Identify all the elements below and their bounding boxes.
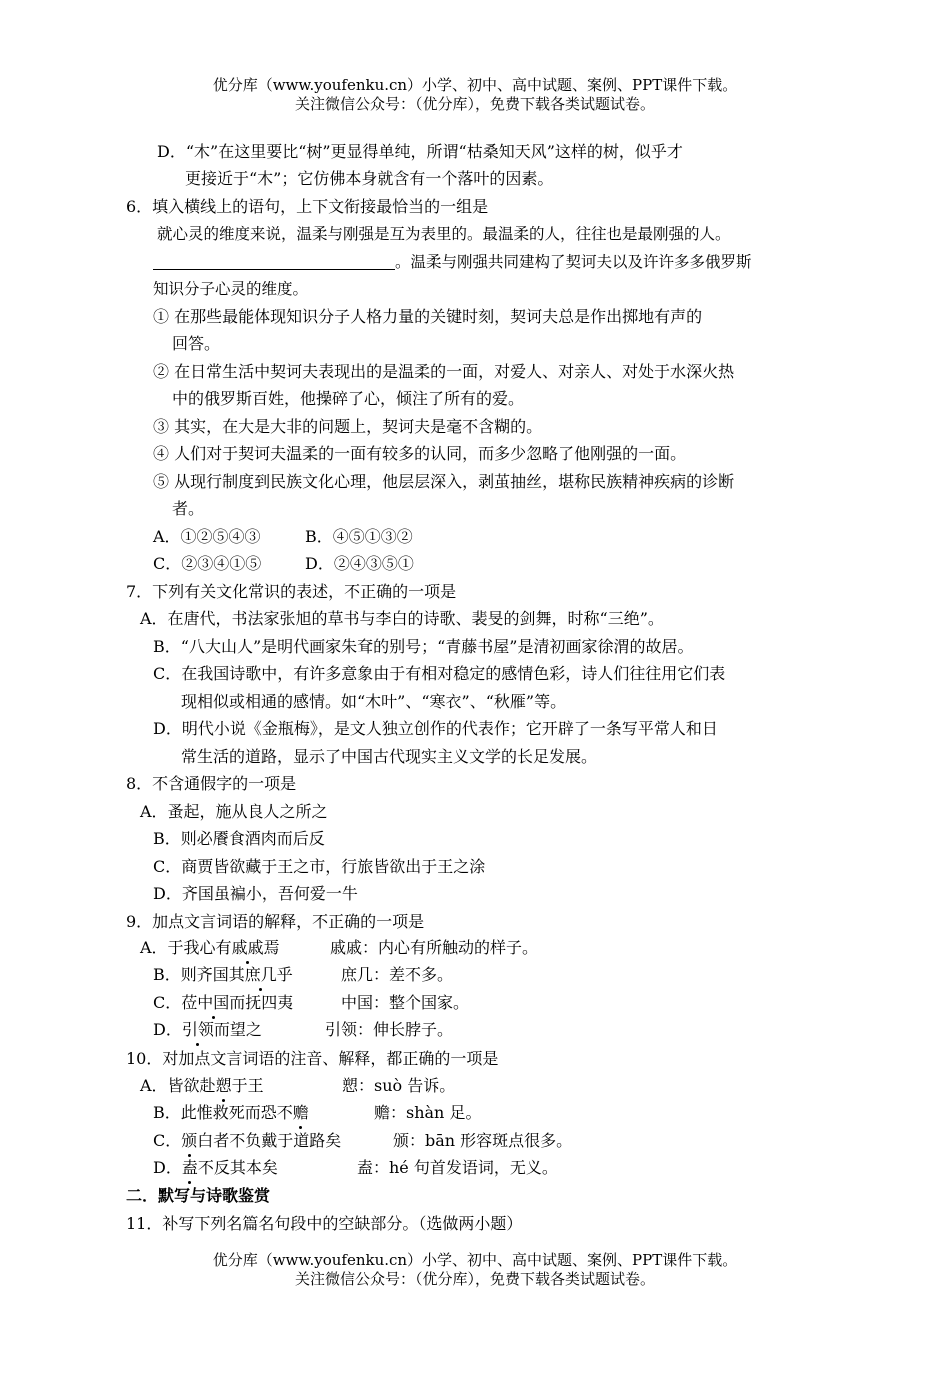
q7-option-a: A．在唐代，书法家张旭的草书与李白的诗歌、裴旻的剑舞，时称“三绝”。 [140,609,664,628]
q9-option-b [153,964,293,986]
q6-sentence-4: ④ 人们对于契诃夫温柔的一面有较多的认同，而多少忽略了他刚强的一面。 [153,444,687,463]
q10-option-d [153,1157,278,1179]
q7-option-d-line-2: 常生活的道路，显示了中国古代现实主义文学的长足发展。 [181,747,598,766]
q7-option-d-line-1: D．明代小说《金瓶梅》，是文人独立创作的代表作；它开辟了一条写平常人和日 [153,719,718,738]
q6-passage-line-2 [153,251,752,273]
q9-option-c [153,992,293,1014]
q9-option-d-explanation: 引领：伸长脖子。 [325,1020,454,1039]
q10-option-a-explanation: 愬：suò 告诉。 [342,1076,456,1095]
q10-a-text-pre: A．皆欲赴 [140,1076,216,1095]
q10-d-text-post: 不反其本矣 [197,1158,278,1177]
q6-option-c: C．②③④①⑤ [153,554,262,573]
q5-option-d-line-1: D．“木”在这里要比“树”更显得单纯，所谓“枯桑知天风”这样的树，似乎才 [157,142,683,161]
q9-option-a-explanation: 戚戚：内心有所触动的样子。 [330,938,539,957]
q8-option-c: C．商贾皆欲藏于王之市，行旅皆欲出于王之涂 [153,857,486,876]
q6-sentence-5-line-1: ⑤ 从现行制度到民族文化心理，他层层深入，剥茧抽丝，堪称民族精神疾病的诊断 [153,472,735,491]
q6-passage-line-1: 就心灵的维度来说，温柔与刚强是互为表里的。最温柔的人，往往也是最刚强的人。 [157,225,731,243]
header-line-2: 关注微信公众号：（优分库），免费下载各类试题试卷。 [294,95,655,113]
q6-option-d: D．②④③⑤① [305,554,414,573]
q7-stem: 7．下列有关文化常识的表述，不正确的一项是 [126,582,457,601]
q6-option-a: A．①②⑤④③ [153,527,261,546]
q6-sentence-2-line-2: 中的俄罗斯百姓，他操碎了心，倾注了所有的爱。 [172,389,525,408]
q10-d-text-pre: D． [153,1158,182,1177]
q10-option-c-explanation: 颁：bān 形容斑点很多。 [393,1131,573,1150]
q11-stem: 11．补写下列名篇名句段中的空缺部分。（选做两小题） [126,1214,523,1233]
q9-d-text-pre: D． [153,1020,182,1039]
q7-option-c-line-2: 现相似或相通的感情。如“木叶”、“寒衣”、“秋雁”等。 [181,692,567,711]
q8-option-d: D．齐国虽褊小，吾何爱一牛 [153,884,358,903]
q9-c-dotted-word: 中国 [197,993,230,1012]
section-2-title: 二．默写与诗歌鉴赏 [126,1186,271,1205]
q6-sentence-2-line-1: ② 在日常生活中契诃夫表现出的是温柔的一面，对爱人、对亲人、对处于水深火热 [153,362,735,381]
q10-option-b [153,1102,309,1124]
q6-stem: 6．填入横线上的语句，上下文衔接最恰当的一组是 [126,197,489,216]
q6-sentence-3: ③ 其实，在大是大非的问题上，契诃夫是毫不含糊的。 [153,417,543,436]
q9-option-c-explanation: 中国：整个国家。 [341,993,470,1012]
q6-sentence-1-line-2: 回答。 [172,334,221,353]
q10-b-text-pre: B．此惟救死而恐不 [153,1103,293,1122]
q9-a-text-pre: A．于我心有 [140,938,232,957]
q10-option-b-explanation: 赡：shàn 足。 [374,1103,482,1122]
q9-c-text-post: 而抚四夷 [229,993,294,1012]
q9-b-text-pre: B．则齐国其 [153,965,245,984]
q8-option-a: A．蚤起，施从良人之所之 [140,802,328,821]
q9-option-a [140,937,280,959]
q6-option-b: B．④⑤①③② [305,527,413,546]
q6-sentence-1-line-1: ① 在那些最能体现知识分子人格力量的关键时刻，契诃夫总是作出掷地有声的 [153,307,703,326]
q6-sentence-5-line-2: 者。 [172,499,205,518]
q7-option-c-line-1: C．在我国诗歌中，有许多意象由于有相对稳定的感情色彩，诗人们往往用它们表 [153,664,726,683]
page-footer [0,1251,950,1289]
q10-option-a [140,1075,264,1097]
q9-b-dotted-word: 庶几 [244,965,277,984]
page-header [0,76,950,114]
q10-a-dotted-word: 愬 [215,1076,232,1095]
q10-option-c [153,1130,341,1152]
q9-stem: 9．加点文言词语的解释，不正确的一项是 [126,912,425,931]
q10-c-text-pre: C． [153,1131,182,1150]
q7-option-b: B．“八大山人”是明代画家朱耷的别号；“青藤书屋”是清初画家徐渭的故居。 [153,637,694,656]
q6-passage-line-3: 知识分子心灵的维度。 [153,280,309,298]
q9-b-text-post: 乎 [276,965,293,984]
q8-stem: 8．不含通假字的一项是 [126,774,297,793]
q10-c-text-post: 白者不负戴于道路矣 [197,1131,342,1150]
q10-c-dotted-word: 颁 [181,1131,198,1150]
q6-answer-blank [153,253,395,270]
q9-a-text-post: 焉 [263,938,280,957]
q9-d-text-post: 而望之 [213,1020,262,1039]
footer-line-1: 优分库（www.youfenku.cn）小学、初中、高中试题、案例、PPT课件下载。 [212,1251,738,1269]
footer-line-2: 关注微信公众号：（优分库），免费下载各类试题试卷。 [294,1270,655,1288]
q10-stem: 10．对加点文言词语的注音、解释，都正确的一项是 [126,1049,499,1068]
q10-option-d-explanation: 盍：hé 句首发语词，无义。 [357,1158,558,1177]
q10-b-dotted-word: 赡 [292,1103,309,1122]
q9-option-d [153,1019,262,1041]
q9-a-dotted-word: 戚戚 [231,938,264,957]
q10-a-text-post: 于王 [231,1076,264,1095]
q10-d-dotted-word: 盍 [181,1158,198,1177]
q8-option-b: B．则必餍食酒肉而后反 [153,829,325,848]
q9-option-b-explanation: 庶几：差不多。 [341,965,454,984]
q9-d-dotted-word: 引领 [181,1020,214,1039]
q6-passage-line-2-text: 。温柔与刚强共同建构了契诃夫以及许许多多俄罗斯 [395,253,752,271]
q9-c-text-pre: C．莅 [153,993,198,1012]
header-line-1: 优分库（www.youfenku.cn）小学、初中、高中试题、案例、PPT课件下载。 [212,76,738,94]
q5-option-d-line-2: 更接近于“木”；它仿佛本身就含有一个落叶的因素。 [185,169,554,188]
